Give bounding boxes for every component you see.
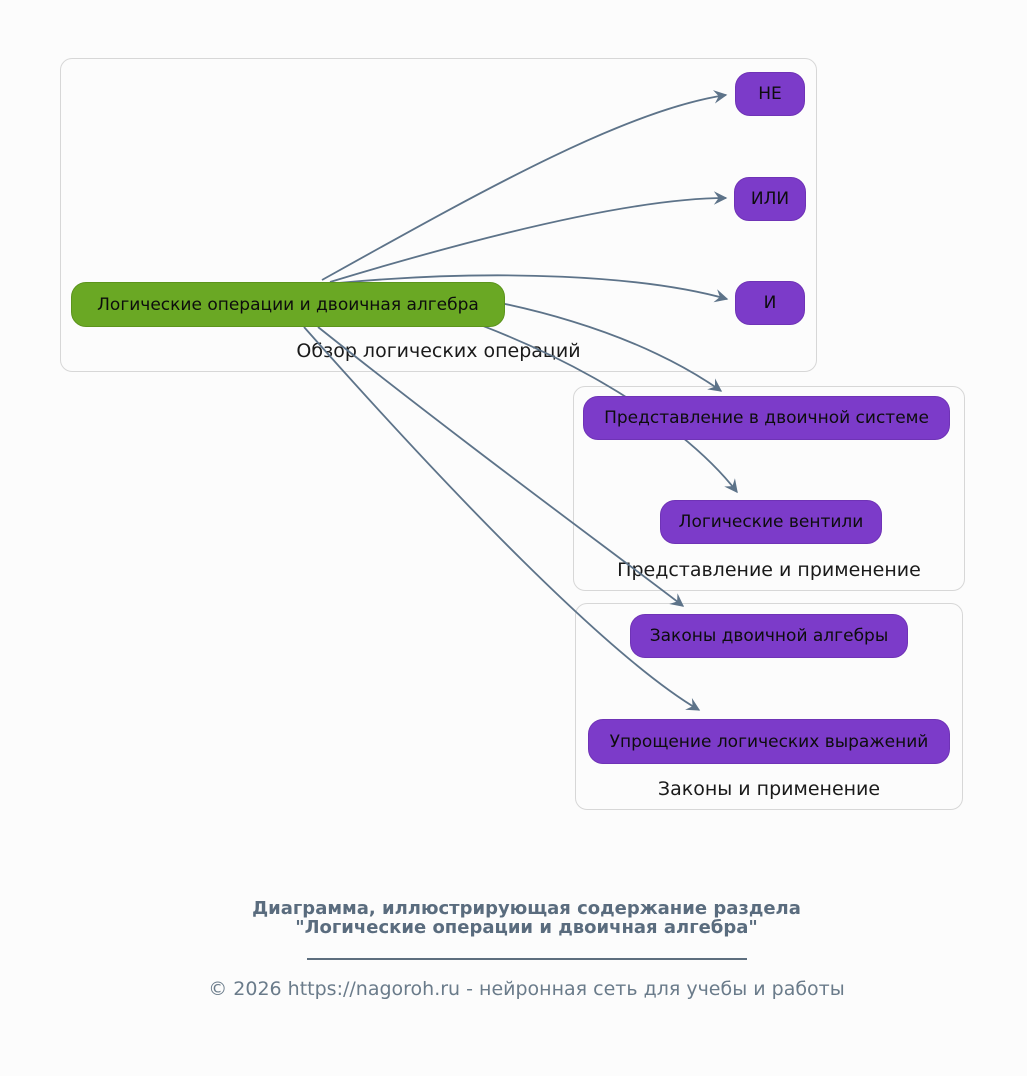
node-laws-label: Законы двоичной алгебры [649,626,889,646]
footer-caption-line2: "Логические операции и двоичная алгебра" [295,916,758,938]
group-overview-label: Обзор логических операций [296,340,581,362]
footer-caption-line1: Диаграмма, иллюстрирующая содержание раздела [252,898,801,919]
node-simplification [588,719,950,764]
node-and [735,281,805,325]
group-laws-application-label: Законы и применение [657,778,881,800]
node-logic-gates [660,500,882,544]
node-or-label: ИЛИ [750,189,790,209]
node-or [734,177,806,221]
node-root-label: Логические операции и двоичная алгебра [97,294,479,315]
footer-divider [307,958,747,960]
node-simplification-label: Упрощение логических выражений [609,731,929,752]
node-binary-representation [583,396,950,440]
node-not [735,72,805,116]
node-root [71,282,505,327]
footer-copyright: © 2026 https://nagoroh.ru - нейронная сеть для учебы и работы [208,977,845,1000]
node-laws [630,614,908,658]
node-binary-representation-label: Представление в двоичной системе [604,408,929,428]
footer [0,900,1027,1000]
group-representation-label: Представление и применение [617,559,921,581]
node-not-label: НЕ [758,84,782,104]
node-logic-gates-label: Логические вентили [678,512,864,532]
node-and-label: И [763,293,777,313]
